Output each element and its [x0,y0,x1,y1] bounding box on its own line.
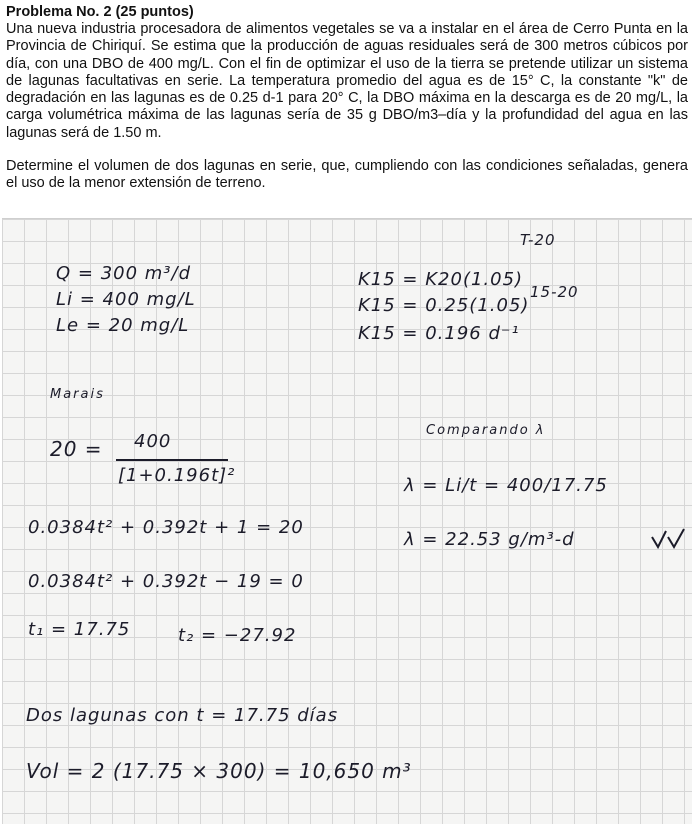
hw-quadratic-1: 0.0384t² + 0.392t + 1 = 20 [28,517,304,538]
hw-comparando-heading: Comparando λ [426,423,546,438]
hw-k15-result: K15 = 0.196 d⁻¹ [358,323,520,344]
problem-statement [6,4,688,193]
hw-quadratic-2: 0.0384t² + 0.392t − 19 = 0 [28,571,304,592]
hw-exponent-t: T-20 [520,231,556,249]
hw-equation-left: 20 = [50,437,103,461]
hw-k15-formula: K15 = K20(1.05) [358,269,524,290]
hw-flow: Q = 300 m³/d [56,263,192,284]
hw-exponent-15-20: 15-20 [530,283,579,301]
hw-two-lagoons: Dos lagunas con t = 17.75 días [26,705,339,726]
hw-k15-substitution: K15 = 0.25(1.05) [358,295,530,316]
hw-root-t1: t₁ = 17.75 [28,619,131,640]
hw-lambda-formula: λ = Li/t = 400/17.75 [404,475,608,496]
hw-effluent: Le = 20 mg/L [56,315,190,336]
problem-title: Problema No. 2 (25 puntos) [6,4,194,20]
problem-task: Determine el volumen de dos lagunas en serie, que, cumpliendo con las condiciones señaladas, genera el uso de la menor extensión de terreno. [6,158,688,192]
hw-influent: Li = 400 mg/L [56,289,196,310]
hw-lambda-result: λ = 22.53 g/m³-d [404,529,575,550]
problem-body: Una nueva industria procesadora de alimentos vegetales se va a instalar en el área de Cerro Punta en la Provincia de Chiriquí. Se estima que la producción de aguas residuales será de 300 metros cúbicos por día, con una DBO de 400 mg/L. Con el fin de optimizar el uso de la tierra se pretende utilizar un sistema de lagunas facultativas en serie. La temperatura promedio del agua es de 15° C, la constante "k" de degradación en las lagunas es de 0.25 d-1 para 20° C, la DBO máxima en la descarga es de 20 mg/L, la carga volumétrica máxima de las lagunas sería de 35 g DBO/m3–día y la profundidad del agua en las lagunas será de 1.50 m. [6,21,688,141]
hw-fraction-bar [116,459,228,461]
hw-equation-numerator: 400 [134,431,172,452]
handwritten-solution-sheet [2,218,692,824]
hw-volume-result: Vol = 2 (17.75 × 300) = 10,650 m³ [26,759,412,783]
hw-double-check-icon [650,527,690,553]
hw-root-t2: t₂ = −27.92 [178,625,297,646]
hw-marais-heading: Marais [50,387,105,402]
hw-equation-denominator: [1+0.196t]² [118,465,236,486]
